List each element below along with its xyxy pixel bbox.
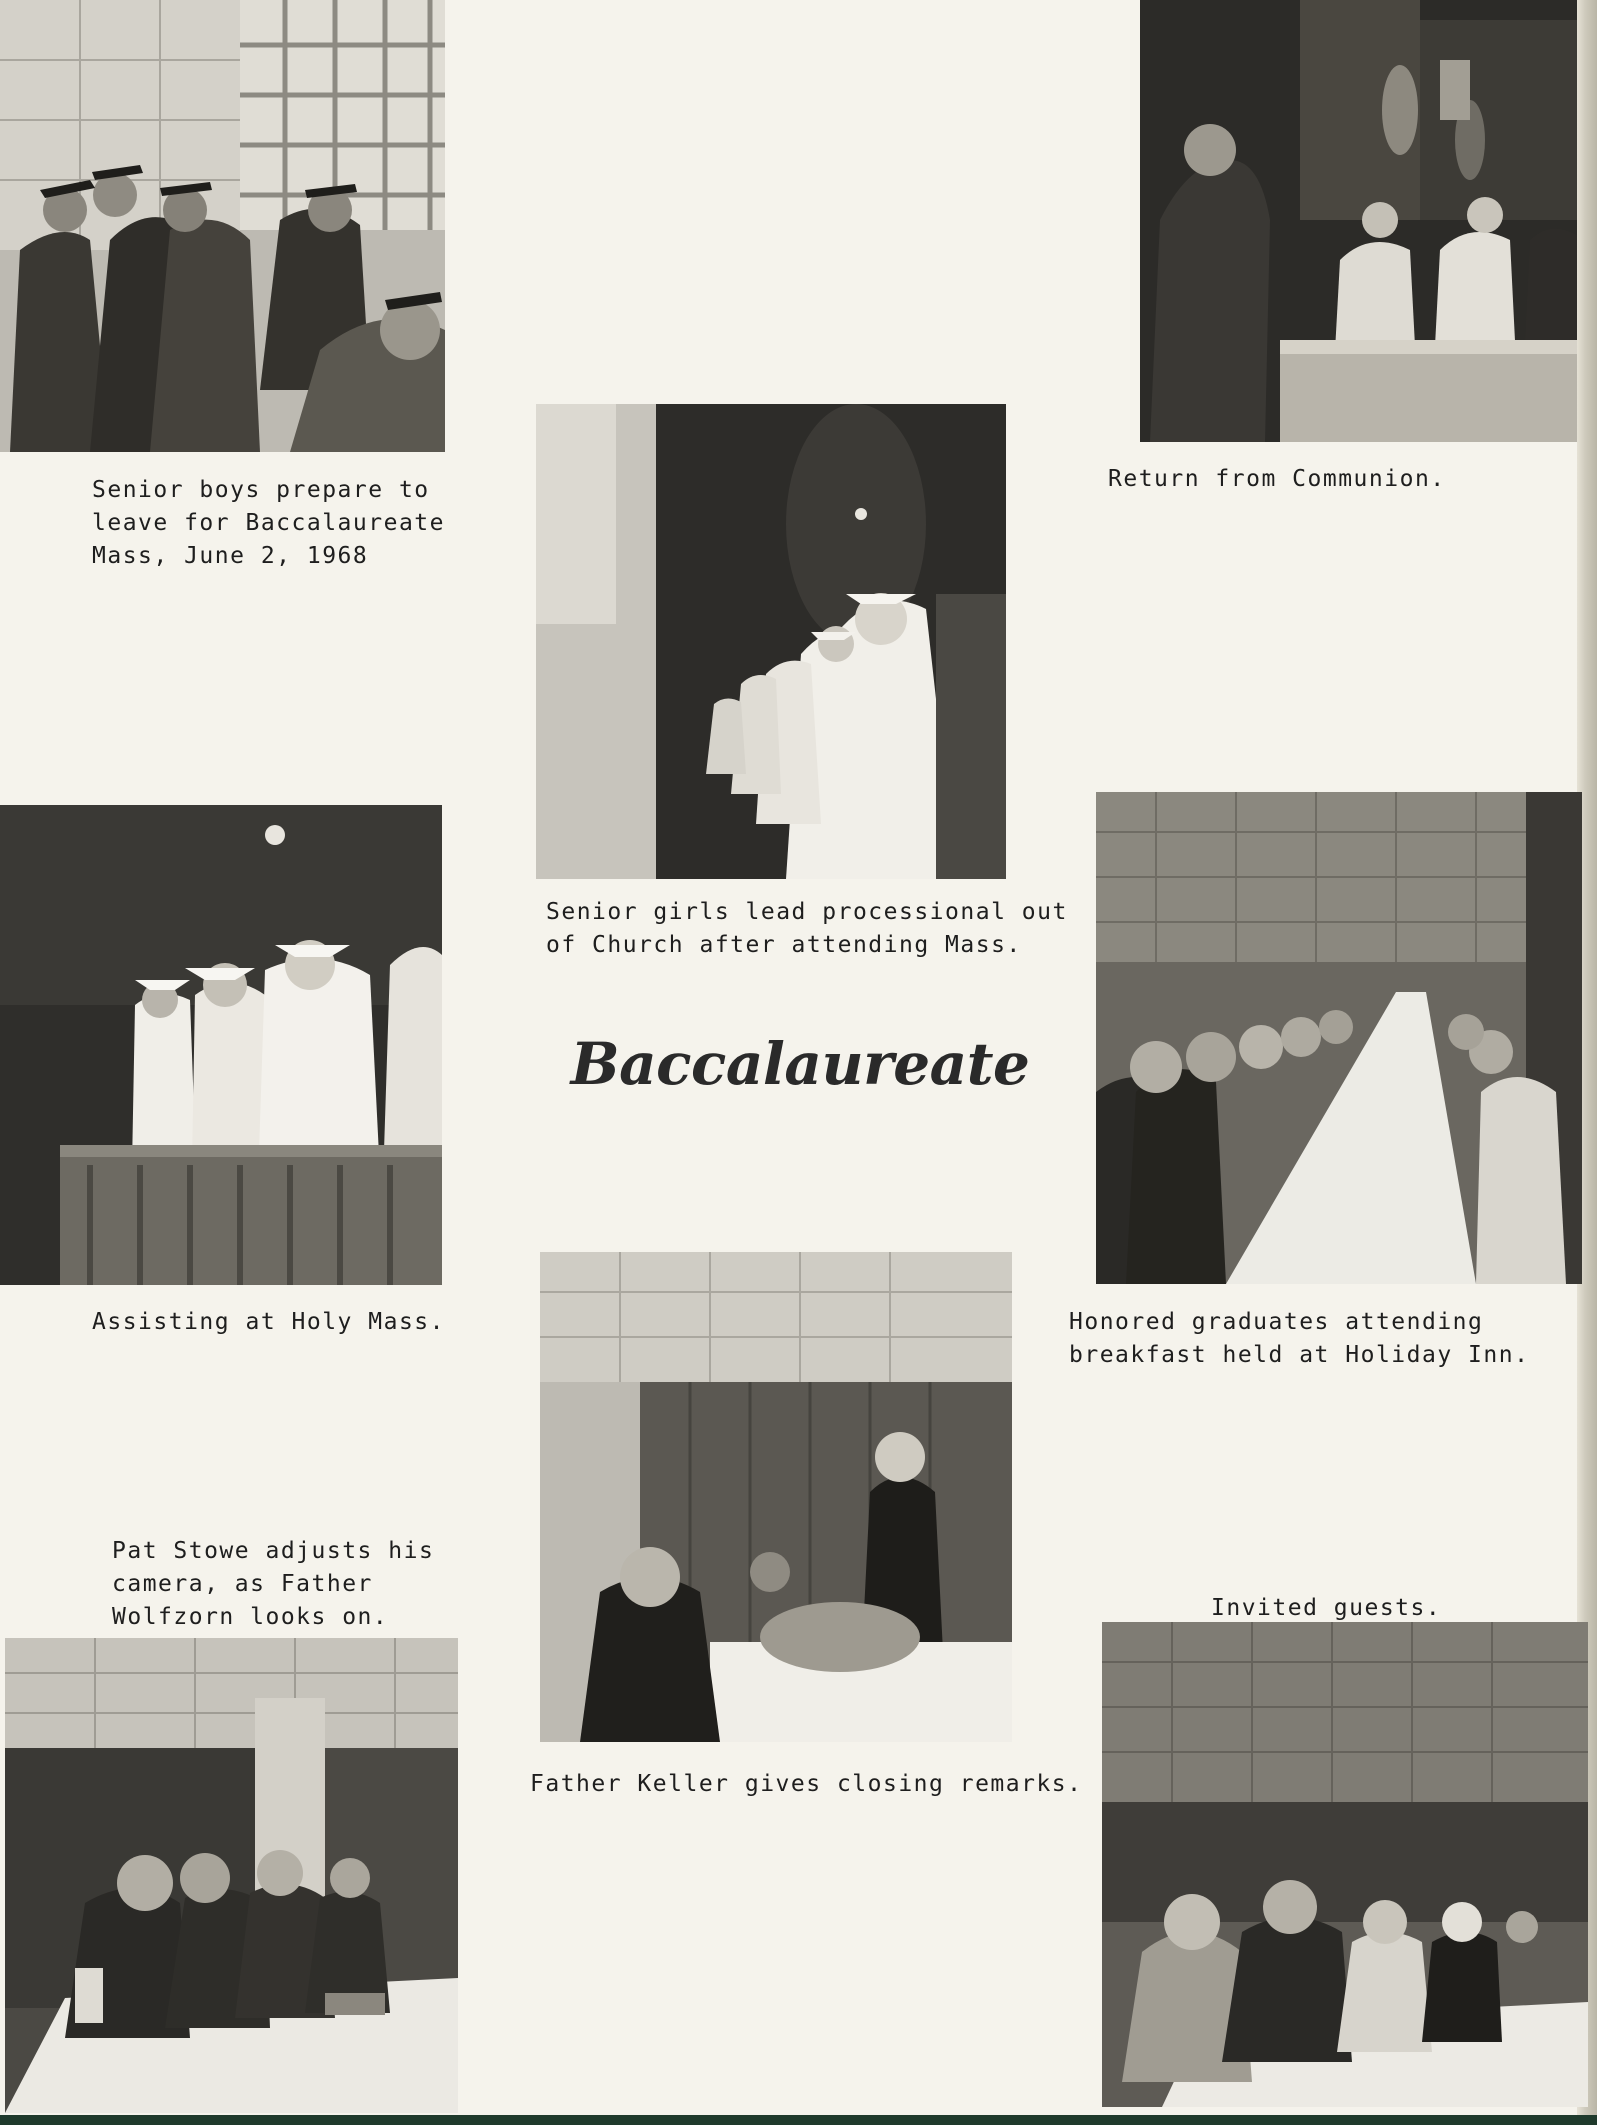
page-bottom-border [0,2115,1597,2125]
photo-father-keller [540,1252,1012,1742]
caption-honored-graduates: Honored graduates attending breakfast held at Holiday Inn. [1069,1309,1530,1368]
caption-invited-guests: Invited guests. [1211,1595,1442,1621]
photo-assisting-mass [0,805,442,1285]
caption-return-communion: Return from Communion. [1108,466,1446,492]
photo-breakfast-graduates [1096,792,1582,1284]
photo-senior-boys [0,0,445,452]
caption-senior-girls: Senior girls lead processional out of Church after attending Mass. [546,899,1068,958]
photo-senior-girls [536,404,1006,879]
photo-pat-stowe [5,1638,458,2113]
photo-invited-guests [1102,1622,1588,2107]
caption-father-keller: Father Keller gives closing remarks. [530,1771,1083,1797]
caption-senior-boys: Senior boys prepare to leave for Baccalaureate Mass, June 2, 1968 [92,477,445,569]
caption-assisting-mass: Assisting at Holy Mass. [92,1309,445,1335]
photo-communion [1140,0,1577,442]
caption-pat-stowe: Pat Stowe adjusts his camera, as Father Wolfzorn looks on. [112,1538,435,1630]
page-title: Baccalaureate [570,1030,1030,1098]
